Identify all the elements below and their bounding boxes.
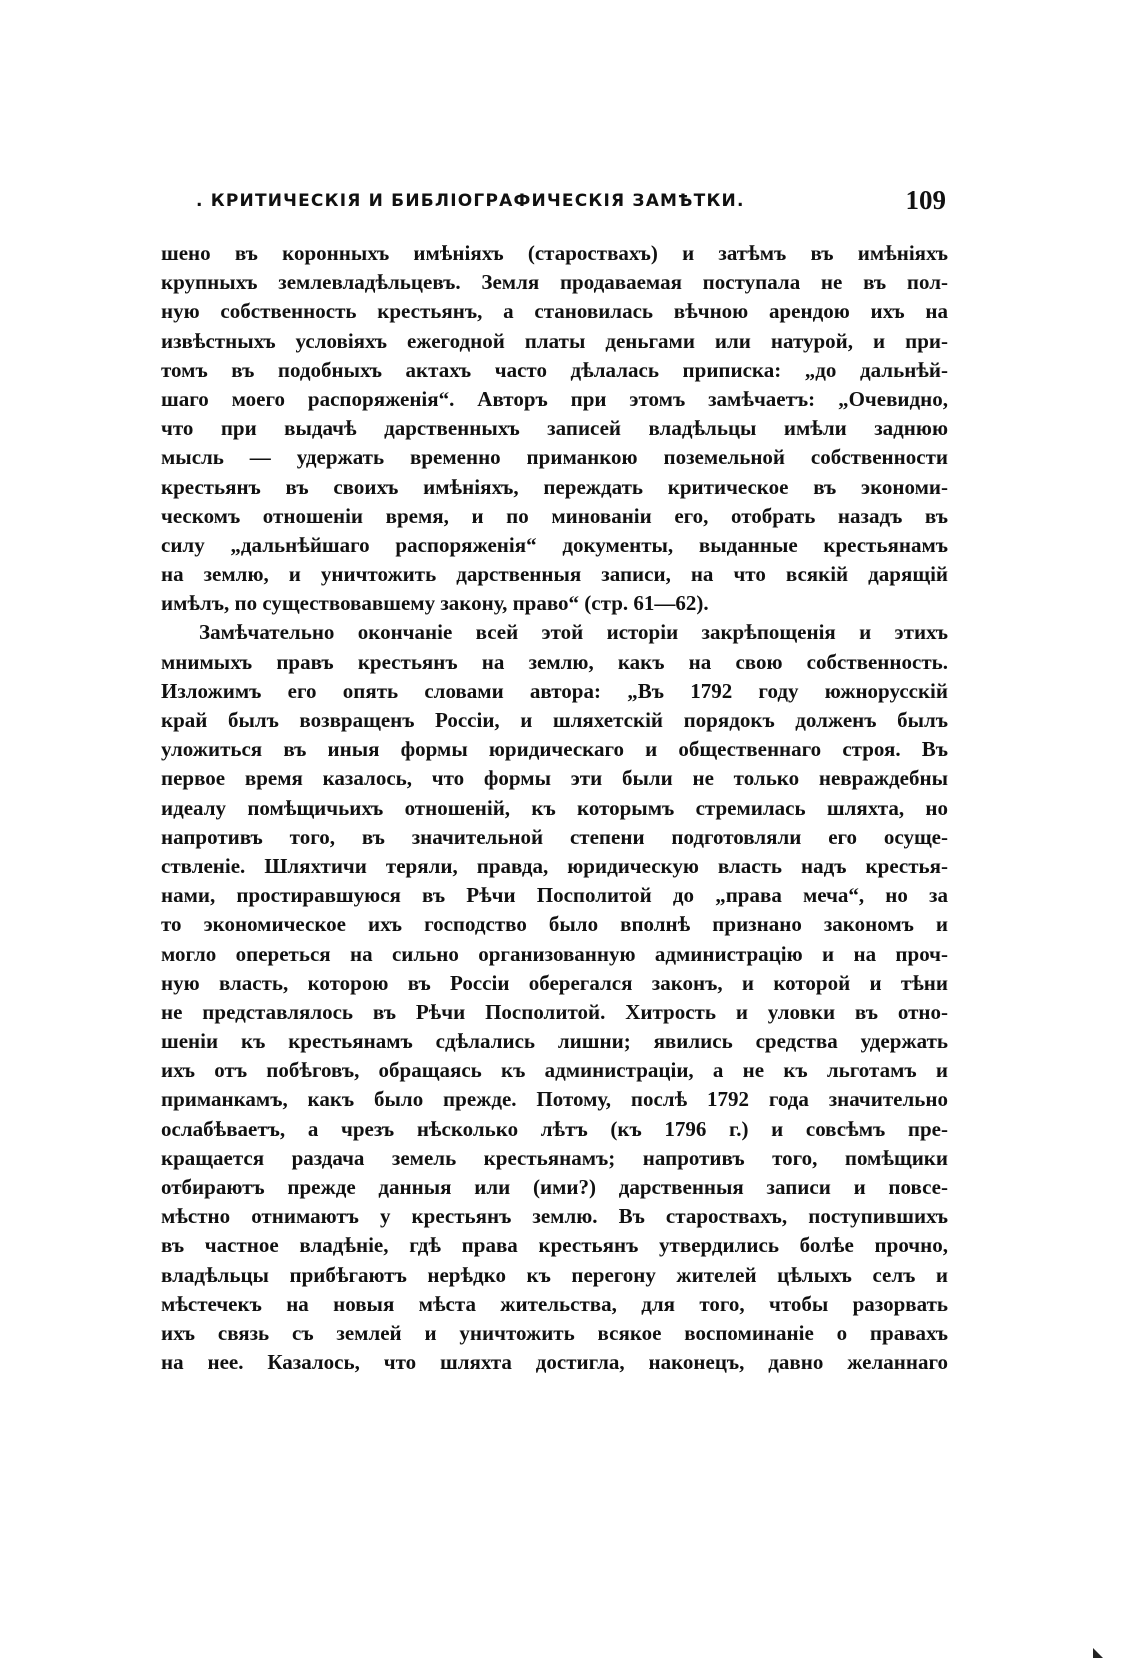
text-line: отбираютъ прежде данныя или (ими?) дарственныя записи и повсе-	[161, 1175, 948, 1199]
text-line: въ частное владѣніе, гдѣ права крестьянъ утвердились болѣе прочно,	[161, 1233, 948, 1258]
text-line: приманкамъ, какъ было прежде. Потому, послѣ 1792 года значительно	[161, 1087, 948, 1112]
text-line: напротивъ того, въ значительной степени подготовляли его осуще-	[161, 824, 948, 849]
text-line: ихъ связь съ землей и уничтожить всякое воспоминаніе о правахъ	[161, 1320, 948, 1345]
text-line: томъ въ подобныхъ актахъ часто дѣлалась приписка: „до дальнѣй-	[161, 357, 948, 382]
text-line: владѣльцы прибѣгаютъ нерѣдко къ перегону жителей цѣлыхъ селъ и	[161, 1262, 948, 1287]
text-line: ослабѣваетъ, а чрезъ нѣсколько лѣтъ (къ 1796 г.) и совсѣмъ пре-	[161, 1116, 948, 1141]
text-line: нами, простиравшуюся въ Рѣчи Посполитой до „права меча“, но за	[161, 883, 948, 908]
page-header	[196, 185, 946, 221]
text-line: извѣстныхъ условіяхъ ежегодной платы деньгами или натурой, и при-	[161, 328, 948, 353]
text-line: мѣстечекъ на новыя мѣста жительства, для того, чтобы разорвать	[161, 1291, 948, 1316]
text-line: могло опереться на сильно организованную администрацію и на проч-	[161, 941, 948, 966]
text-line: первое время казалось, что формы эти были не только невраждебны	[161, 766, 948, 791]
text-line: что при выдачѣ дарственныхъ записей владѣльцы имѣли заднюю	[161, 416, 948, 441]
text-line: Замѣчательно окончаніе всей этой исторіи закрѣпощенія и этихъ	[199, 620, 948, 645]
text-line: то экономическое ихъ господство было вполнѣ признано закономъ и	[161, 912, 948, 937]
text-line: имѣлъ, по существовавшему закону, право“ (стр. 61—62).	[161, 591, 709, 616]
text-line: ихъ отъ побѣговъ, обращаясь къ администраціи, а не къ льготамъ и	[161, 1058, 948, 1083]
text-line: кращается раздача земель крестьянамъ; напротивъ того, помѣщики	[161, 1145, 948, 1170]
text-line: на нее. Казалось, что шляхта достигла, наконецъ, давно желаннаго	[161, 1350, 948, 1375]
text-line: крупныхъ землевладѣльцевъ. Земля продаваемая поступала не въ пол-	[161, 270, 948, 295]
text-line: шено въ коронныхъ имѣніяхъ (староствахъ) и затѣмъ въ имѣніяхъ	[161, 241, 948, 265]
text-line: ческомъ отношеніи время, и по минованіи его, отобрать назадъ въ	[161, 503, 948, 528]
text-line: силу „дальнѣйшаго распоряженія“ документы, выданные крестьянамъ	[161, 532, 948, 557]
page-number: 109	[905, 185, 946, 215]
text-line: ствленіе. Шляхтичи теряли, правда, юридическую власть надъ крестья-	[161, 853, 948, 878]
text-line: на землю, и уничтожить дарственныя записи, на что всякій дарящій	[161, 562, 948, 587]
text-line: мысль — удержать временно приманкою поземельной собственности	[161, 445, 948, 470]
text-line: Изложимъ его опять словами автора: „Въ 1792 году южнорусскій	[161, 678, 948, 703]
text-line: уложиться въ иныя формы юридическаго и общественнаго строя. Въ	[161, 737, 948, 762]
text-line: ную собственность крестьянъ, а становилась вѣчною арендою ихъ на	[161, 299, 948, 324]
body-text	[161, 239, 948, 1377]
text-line: мнимыхъ правъ крестьянъ на землю, какъ на свою собственность.	[161, 649, 948, 674]
text-line: не представлялось въ Рѣчи Посполитой. Хитрость и уловки въ отно-	[161, 999, 948, 1024]
text-line: мѣстно отнимаютъ у крестьянъ землю. Въ староствахъ, поступившихъ	[161, 1204, 948, 1229]
running-head: . КРИТИЧЕСКІЯ И БИБЛІОГРАФИЧЕСКІЯ ЗАМѢТКИ.	[196, 191, 745, 211]
page-corner-mark	[1093, 1648, 1103, 1658]
text-line: ную власть, которою въ Россіи оберегался законъ, и которой и тѣни	[161, 970, 948, 995]
text-line: идеалу помѣщичьихъ отношеній, къ которымъ стремилась шляхта, но	[161, 795, 948, 820]
text-line: крестьянъ въ своихъ имѣніяхъ, переждать критическое въ экономи-	[161, 474, 948, 499]
text-line: шеніи къ крестьянамъ сдѣлались лишни; явились средства удержать	[161, 1029, 948, 1054]
text-line: шаго моего распоряженія“. Авторъ при этомъ замѣчаетъ: „Очевидно,	[161, 386, 948, 411]
text-line: край былъ возвращенъ Россіи, и шляхетскій порядокъ долженъ былъ	[161, 708, 948, 732]
